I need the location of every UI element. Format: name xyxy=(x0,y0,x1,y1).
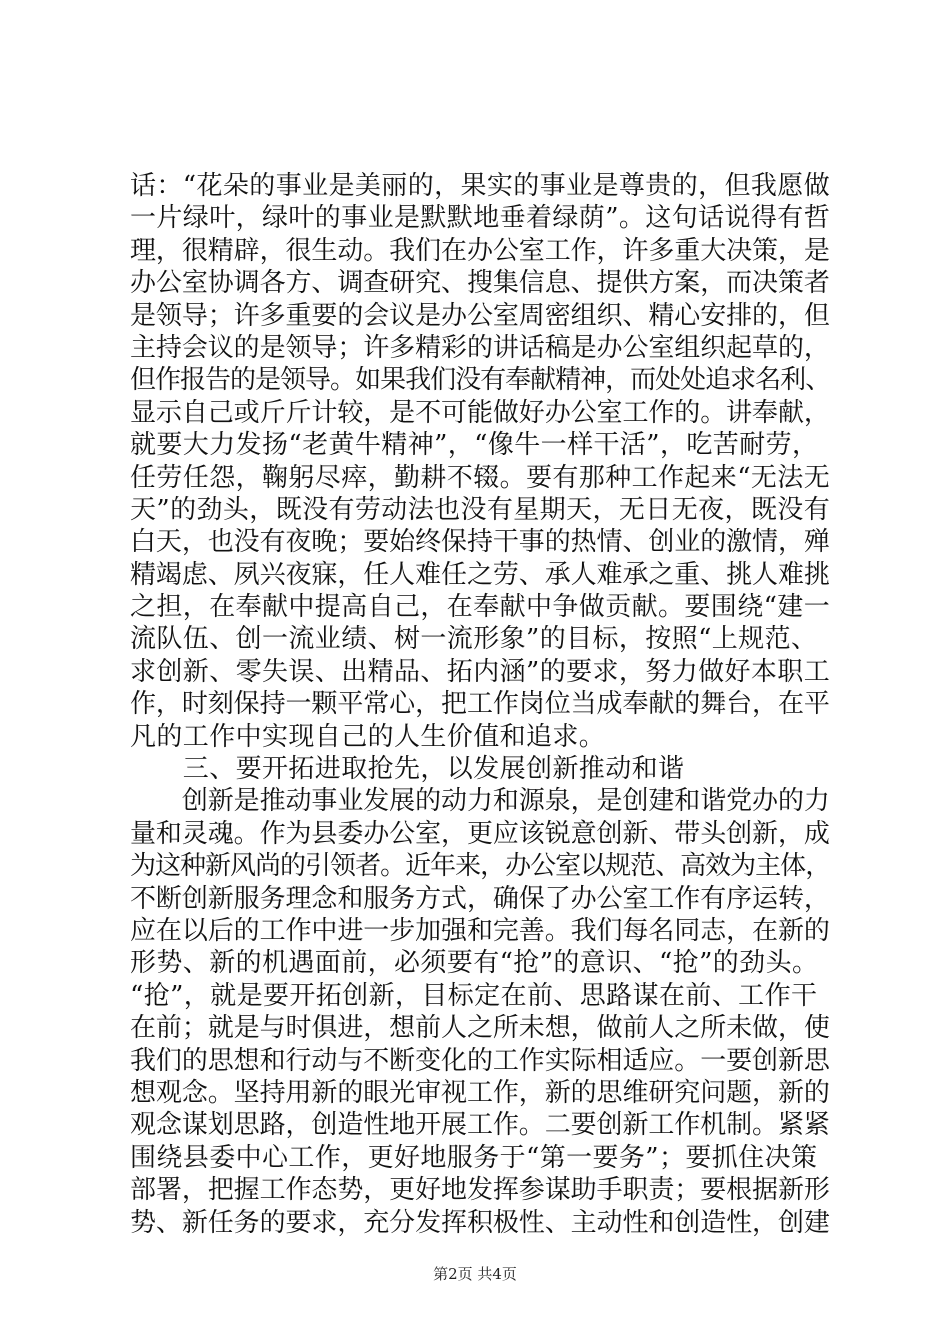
text-line: 是领导；许多重要的会议是办公室周密组织、精心安排的，但 xyxy=(130,300,830,331)
text-line: 一片绿叶，绿叶的事业是默默地垂着绿荫”。这句话说得有哲 xyxy=(130,203,831,234)
text-line: 凡的工作中实现自己的人生价值和追求。 xyxy=(130,721,606,752)
text-line: 不断创新服务理念和服务方式，确保了办公室工作有序运转， xyxy=(130,883,830,914)
text-line: 主持会议的是领导；许多精彩的讲话稿是办公室组织起草的， xyxy=(130,332,830,363)
text-line: 为这种新风尚的引领者。近年来，办公室以规范、高效为主体， xyxy=(130,851,831,882)
text-line: 创新是推动事业发展的动力和源泉，是创建和谐党办的力 xyxy=(130,786,830,817)
text-line: 但作报告的是领导。如果我们没有奉献精神，而处处追求名利、 xyxy=(130,365,831,396)
page-footer: 第2页 共4页 xyxy=(433,1265,517,1283)
text-line: 三、要开拓进取抢先，以发展创新推动和谐 xyxy=(130,754,685,785)
text-line: 在前；就是与时俱进，想前人之所未想，做前人之所未做，使 xyxy=(130,1013,830,1044)
text-line: 流队伍、创一流业绩、树一流形象”的目标，按照“上规范、 xyxy=(130,624,818,655)
text-line: 办公室协调各方、调查研究、搜集信息、提供方案，而决策者 xyxy=(130,268,830,299)
text-line: 围绕县委中心工作，更好地服务于“第一要务”；要抓住决策 xyxy=(130,1142,818,1173)
body-text xyxy=(130,170,830,1239)
text-line: 作，时刻保持一颗平常心，把工作岗位当成奉献的舞台，在平 xyxy=(130,689,830,720)
text-line: 形势、新的机遇面前，必须要有“抢”的意识、“抢”的劲头。 xyxy=(130,948,819,979)
text-line: 我们的思想和行动与不断变化的工作实际相适应。一要创新思 xyxy=(130,1045,830,1076)
text-line: 精竭虑、夙兴夜寐，任人难任之劳、承人难承之重、挑人难挑 xyxy=(130,559,830,590)
text-line: 部署，把握工作态势，更好地发挥参谋助手职责；要根据新形 xyxy=(130,1175,830,1206)
text-line: 话：“花朵的事业是美丽的，果实的事业是尊贵的，但我愿做 xyxy=(130,171,831,201)
text-line: 势、新任务的要求，充分发挥积极性、主动性和创造性，创建 xyxy=(130,1207,830,1238)
text-line: 白天，也没有夜晚；要始终保持干事的热情、创业的激情，殚 xyxy=(130,527,830,558)
text-line: 天”的劲头，既没有劳动法也没有星期天，无日无夜，既没有 xyxy=(130,494,831,525)
text-line: 观念谋划思路，创造性地开展工作。二要创新工作机制。紧紧 xyxy=(130,1110,830,1141)
text-line: 之担，在奉献中提高自己，在奉献中争做贡献。要围绕“建一 xyxy=(130,592,831,623)
text-line: 显示自己或斤斤计较，是不可能做好办公室工作的。讲奉献， xyxy=(130,397,830,428)
text-line: “抢”，就是要开拓创新，目标定在前、思路谋在前、工作干 xyxy=(130,980,818,1011)
text-line: 求创新、零失误、出精品、拓内涵”的要求，努力做好本职工 xyxy=(130,656,831,687)
text-line: 应在以后的工作中进一步加强和完善。我们每名同志，在新的 xyxy=(130,915,830,946)
text-line: 理，很精辟，很生动。我们在办公室工作，许多重大决策，是 xyxy=(130,235,830,266)
text-line: 想观念。坚持用新的眼光审视工作，新的思维研究问题，新的 xyxy=(130,1077,830,1108)
text-line: 就要大力发扬“老黄牛精神”，“像牛一样干活”，吃苦耐劳， xyxy=(130,430,819,461)
text-line: 量和灵魂。作为县委办公室，更应该锐意创新、带头创新，成 xyxy=(130,818,830,849)
text-line: 任劳任怨，鞠躬尽瘁，勤耕不辍。要有那种工作起来“无法无 xyxy=(130,462,831,493)
